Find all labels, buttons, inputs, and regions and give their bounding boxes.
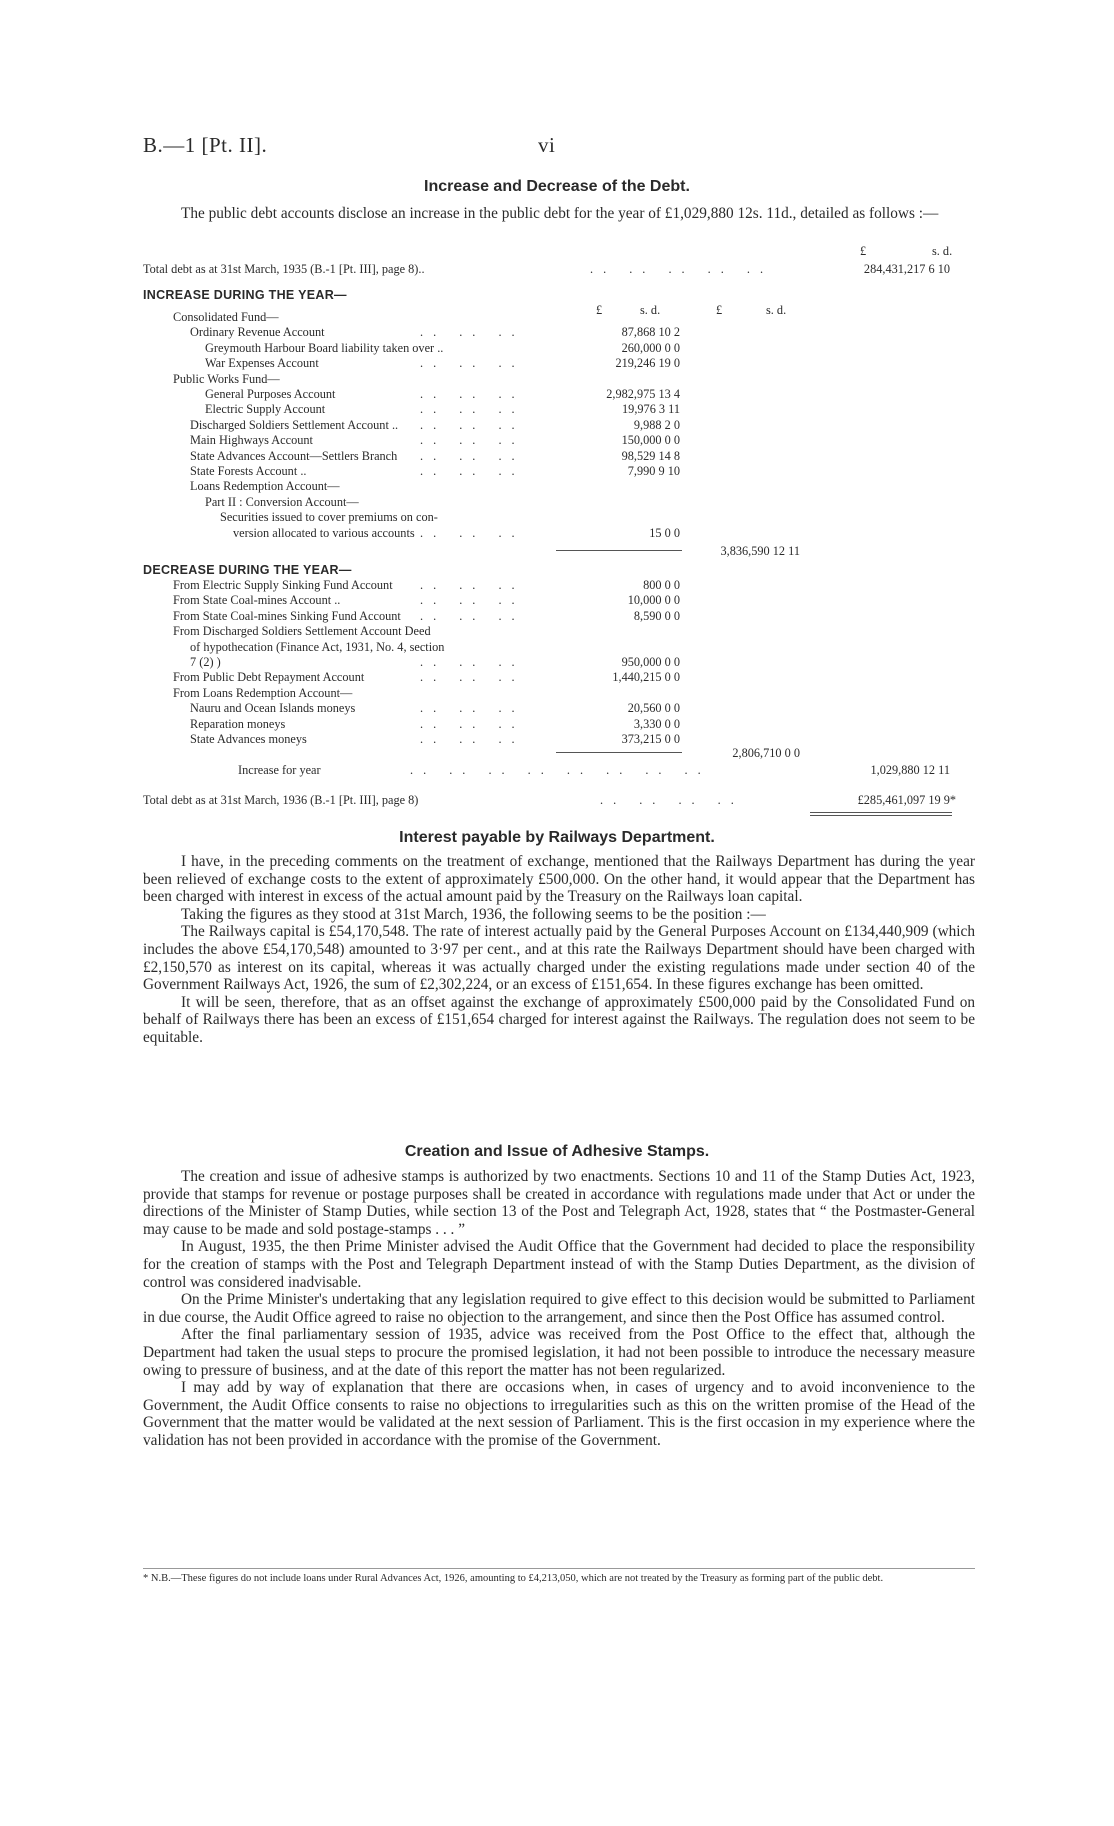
row-label: From Electric Supply Sinking Fund Account [173, 578, 393, 592]
table-row [0, 418, 1114, 433]
row-amount: 7,990 9 10 [627, 464, 680, 478]
row-leader-dots: .. .. .. [420, 433, 525, 448]
heading-railways: Interest payable by Railways Department. [399, 829, 715, 846]
row-leader-dots: .. .. .. [420, 464, 525, 478]
row-leader-dots: .. .. .. [420, 448, 525, 463]
col-head-pound-main: £ [860, 244, 867, 258]
row-amount: 150,000 0 0 [621, 433, 680, 448]
row-label: War Expenses Account [205, 356, 319, 371]
row-label: Greymouth Harbour Board liability taken over .. [205, 340, 444, 355]
total-1935-value: 284,431,217 6 10 [863, 262, 950, 276]
row-amount: 8,590 0 0 [633, 608, 680, 623]
increase-title: INCREASE DURING THE YEAR— [143, 288, 347, 302]
stamps-paragraph: In August, 1935, the then Prime Minister advised the Audit Office that the Government had decided to place the responsibility for the creation of stamps with the Post and Telegraph Department instead of with the Stamp Duties Department, as the division of control was considered inadvisable. [143, 1238, 975, 1291]
table-row [0, 372, 1114, 387]
row-leader-dots: .. .. .. [420, 716, 525, 731]
decrease-subtotal: 2,806,710 0 0 [732, 746, 800, 760]
footnote-rule [143, 1568, 975, 1569]
row-label: From State Coal-mines Sinking Fund Account [173, 608, 401, 623]
page-number: vi [538, 133, 556, 157]
row-label: From Public Debt Repayment Account [173, 670, 365, 685]
railways-text [143, 853, 975, 1047]
table-row [0, 670, 1114, 685]
row-label: From Discharged Soldiers Settlement Account Deed [173, 624, 431, 639]
stamps-paragraph: The creation and issue of adhesive stamps is authorized by two enactments. Sections 10 and 11 of the Stamp Duties Act, 1923, provide that stamps for revenue or postage purposes shall be created in accordance with regulations made under that Act or under the directions of the Minister of Stamp Duties, while section 13 of the Post and Telegraph Act, 1928, states that “ the Postmaster-General may cause to be made and sold postage-stamps . . . ” [143, 1168, 975, 1238]
row-label: General Purposes Account [205, 387, 336, 401]
railways-paragraph: I have, in the preceding comments on the treatment of exchange, mentioned that the Railways Department has during the year been relieved of exchange costs to the extent of approximately £500,000. On the other hand, it would appear that the Department has been charged with interest in excess of the actual amount paid by the Treasury on the Railways loan capital. [143, 853, 975, 906]
table-row [0, 356, 1114, 371]
row-leader-dots: .. .. .. [420, 670, 525, 685]
row-amount: 260,000 0 0 [621, 340, 680, 355]
table-row [0, 341, 1114, 356]
row-amount: 800 0 0 [643, 578, 680, 592]
table-row [0, 387, 1114, 402]
table-row [0, 464, 1114, 479]
col-head-sd-b: s. d. [766, 303, 787, 317]
table-row [0, 609, 1114, 624]
total-1936-dots: .. .. .. .. [600, 793, 744, 807]
table-row [0, 510, 1114, 525]
row-amount: 98,529 14 8 [621, 448, 680, 463]
table-row [0, 732, 1114, 747]
table-row [0, 495, 1114, 510]
row-label: State Advances Account—Settlers Branch [190, 448, 398, 463]
row-leader-dots: .. .. .. [420, 402, 525, 417]
row-leader-dots: .. .. .. [420, 608, 525, 623]
row-amount: 219,246 19 0 [615, 356, 680, 371]
table-row [0, 325, 1114, 340]
increase-for-year-label: Increase for year [238, 763, 321, 777]
row-amount: 373,215 0 0 [621, 732, 680, 746]
table-row [0, 310, 1114, 325]
table-row [0, 479, 1114, 494]
heading-stamps: Creation and Issue of Adhesive Stamps. [404, 1143, 710, 1160]
table-row [0, 640, 1114, 655]
stamps-paragraph: After the final parliamentary session of 1935, advice was received from the Post Office to the effect that, although the Department had taken the usual steps to procure the promised legislation, it had not been possible to introduce the necessary measure owing to pressure of business, and at the date of this report the matter has not been regularized. [143, 1326, 975, 1379]
increase-for-year-value: 1,029,880 12 11 [870, 763, 950, 777]
total-double-rule-bottom [810, 815, 952, 816]
row-label: Consolidated Fund— [173, 310, 279, 324]
row-label: Loans Redemption Account— [190, 479, 340, 494]
row-amount: 15 0 0 [649, 525, 680, 540]
total-1936-label: Total debt as at 31st March, 1936 (B.-1 [Pt. III], page 8) [143, 793, 419, 807]
col-head-sd-a: s. d. [640, 303, 661, 317]
row-label: From Loans Redemption Account— [173, 685, 353, 700]
row-label: State Forests Account .. [190, 464, 307, 478]
stamps-paragraph: On the Prime Minister's undertaking that any legislation required to give effect to this decision would be submitted to Parliament in due course, the Audit Office agreed to raise no objection to the arrangement, and since then the Post Office has assumed control. [143, 1291, 975, 1326]
table-row [0, 701, 1114, 716]
stamps-paragraph: I may add by way of explanation that there are occasions when, in cases of urgency and to avoid inconvenience to the Government, the Audit Office consents to raise no objections to irregularities such as this on the written promise of the Head of the Government that the matter would be validated at the next session of Parliament. This is the first occasion in my experience where the validation has not been provided in accordance with the promise of the Government. [143, 1379, 975, 1449]
table-row [0, 624, 1114, 639]
row-label: Securities issued to cover premiums on con- [220, 510, 438, 525]
row-leader-dots: .. .. .. [420, 417, 525, 432]
total-double-rule-top [810, 812, 952, 813]
row-label: version allocated to various accounts [233, 525, 415, 540]
total-1935-dots: .. .. .. .. .. [590, 262, 774, 276]
row-leader-dots: .. .. .. [420, 387, 525, 401]
row-amount: 950,000 0 0 [621, 655, 680, 669]
row-amount: 19,976 3 11 [622, 402, 680, 417]
table-row [0, 449, 1114, 464]
row-leader-dots: .. .. .. [420, 356, 525, 371]
increase-for-year-dots: .. .. .. .. .. .. .. .. [410, 763, 711, 777]
railways-paragraph: Taking the figures as they stood at 31st March, 1936, the following seems to be the position :— [181, 905, 766, 923]
col-head-sd-main: s. d. [932, 244, 953, 258]
row-label: Part II : Conversion Account— [205, 494, 359, 509]
table-row [0, 593, 1114, 608]
stamps-text [143, 1168, 975, 1450]
table-row [0, 402, 1114, 417]
row-leader-dots: .. .. .. [420, 701, 525, 716]
footnote: * N.B.—These figures do not include loans under Rural Advances Act, 1926, amounting to £4,213,050, which are not treated by the Treasury as forming part of the public debt. [143, 1573, 884, 1584]
row-label: 7 (2) ) [190, 655, 221, 669]
table-row [0, 433, 1114, 448]
table-row [0, 655, 1114, 670]
document-reference: B.—1 [Pt. II]. [143, 133, 268, 157]
row-label: Ordinary Revenue Account [190, 325, 325, 340]
row-leader-dots: .. .. .. [420, 655, 525, 669]
row-label: Discharged Soldiers Settlement Account .. [190, 417, 399, 432]
row-amount: 9,988 2 0 [633, 417, 680, 432]
total-1936-value: £285,461,097 19 9* [857, 793, 956, 807]
row-label: From State Coal-mines Account .. [173, 593, 341, 608]
row-amount: 20,560 0 0 [627, 701, 680, 716]
row-amount: 10,000 0 0 [627, 593, 680, 608]
debt-intro [143, 205, 975, 223]
row-label: Main Highways Account [190, 433, 313, 448]
row-leader-dots: .. .. .. [420, 732, 525, 746]
total-1935-label: Total debt as at 31st March, 1935 (B.-1 [Pt. III], page 8).. [143, 262, 425, 276]
col-head-pound-b: £ [716, 303, 723, 317]
table-row [0, 717, 1114, 732]
row-amount: 87,868 10 2 [621, 325, 680, 340]
row-leader-dots: .. .. .. [420, 578, 525, 592]
railways-paragraph: It will be seen, therefore, that as an offset against the exchange of approximately £500,000 paid by the Consolidated Fund on behalf of Railways there has been an excess of £151,654 charged for interest against the Railways. The regulation does not seem to be equitable. [143, 993, 975, 1046]
row-amount: 2,982,975 13 4 [606, 387, 680, 401]
row-label: Nauru and Ocean Islands moneys [190, 701, 356, 716]
row-label: State Advances moneys [190, 732, 307, 746]
row-leader-dots: .. .. .. [420, 325, 525, 340]
row-leader-dots: .. .. .. [420, 593, 525, 608]
row-amount: 1,440,215 0 0 [612, 670, 680, 685]
table-row [0, 526, 1114, 541]
increase-subtotal: 3,836,590 12 11 [720, 544, 800, 558]
col-head-pound-a: £ [596, 303, 603, 317]
table-row [0, 578, 1114, 593]
row-label: Electric Supply Account [205, 402, 326, 417]
debt-intro-text: The public debt accounts disclose an increase in the public debt for the year of £1,029,880 12s. 11d., detailed as follows :— [181, 205, 939, 222]
table-row [0, 686, 1114, 701]
row-leader-dots: .. .. .. [420, 525, 525, 540]
row-label: Reparation moneys [190, 716, 286, 731]
row-label: of hypothecation (Finance Act, 1931, No. 4, section [190, 639, 445, 654]
railways-paragraph: The Railways capital is £54,170,548. The rate of interest actually paid by the General Purposes Account on £134,440,909 (which includes the above £54,170,548) amounted to 3·97 per cent., and at this rate the Railways Department should have been charged with £2,150,570 as interest on its capital, whereas it was actually charged under the existing regulations made under section 40 of the Government Railways Act, 1926, the sum of £2,302,224, or an excess of £151,654. In these figures exchange has been omitted. [143, 923, 975, 994]
decrease-title: DECREASE DURING THE YEAR— [143, 563, 352, 577]
row-label: Public Works Fund— [173, 371, 280, 386]
row-amount: 3,330 0 0 [633, 716, 680, 731]
heading-debt: Increase and Decrease of the Debt. [424, 178, 690, 195]
